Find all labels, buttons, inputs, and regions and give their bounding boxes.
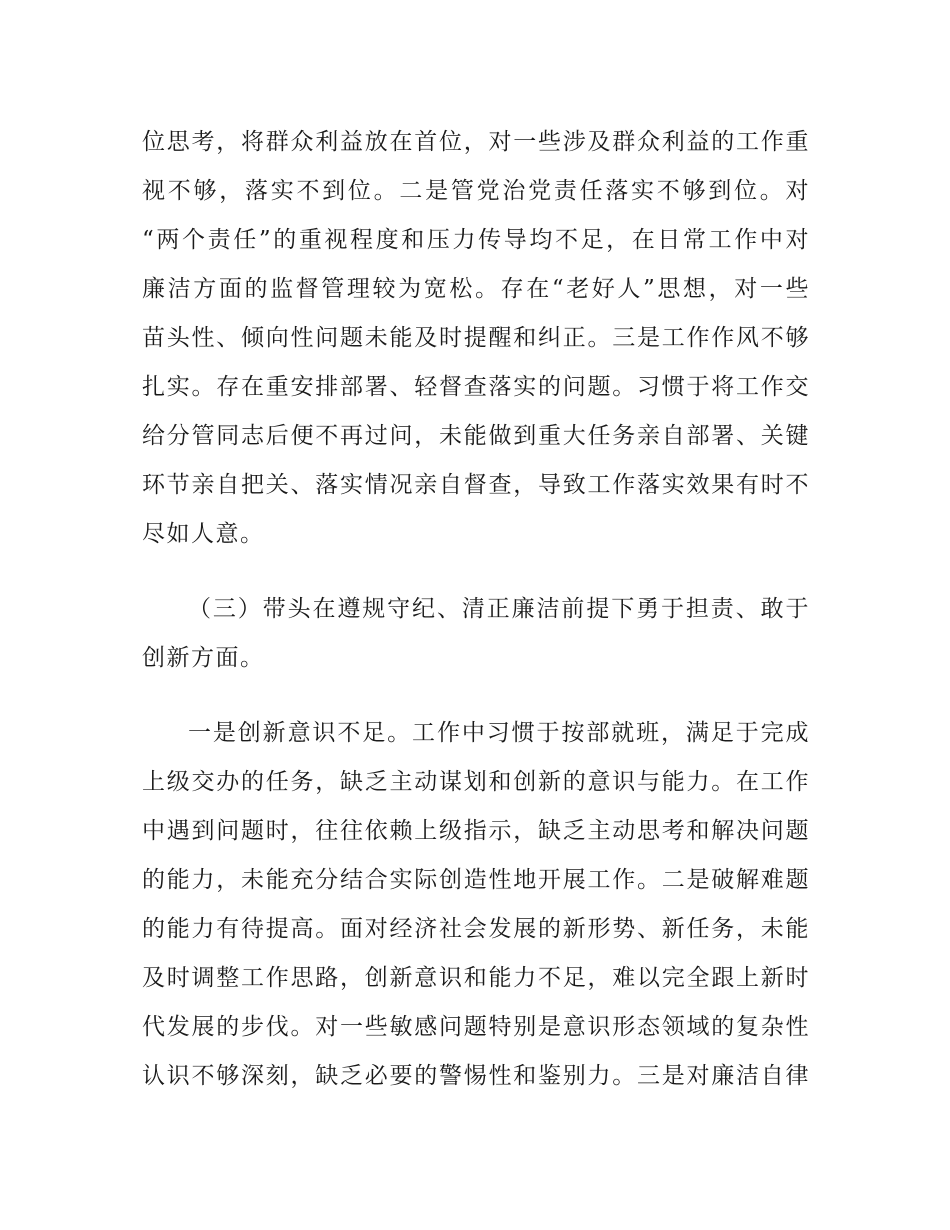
- text-line: “两个责任”的重视程度和压力传导均不足，在日常工作中对: [142, 227, 810, 253]
- text-line: 代发展的步伐。对一些敏感问题特别是意识形态领域的复杂性: [142, 1014, 810, 1040]
- text-line: 环节亲自把关、落实情况亲自督查，导致工作落实效果有时不: [142, 472, 810, 498]
- text-line: 的能力有待提高。面对经济社会发展的新形势、新任务，未能: [142, 916, 810, 942]
- text-line: 上级交办的任务，缺乏主动谋划和创新的意识与能力。在工作: [142, 769, 810, 795]
- paragraph-gap: [142, 559, 810, 585]
- text-line: 认识不够深刻，缺乏必要的警惕性和鉴别力。三是对廉洁自律: [142, 1063, 810, 1089]
- text-line: 廉洁方面的监督管理较为宽松。存在“老好人”思想，对一些: [142, 276, 810, 302]
- paragraph-continuation: [142, 118, 810, 559]
- paragraph: [142, 709, 810, 1101]
- text-line: 给分管同志后便不再过问，未能做到重大任务亲自部署、关键: [142, 423, 810, 449]
- paragraph-gap: [142, 683, 810, 709]
- text-line: 及时调整工作思路，创新意识和能力不足，难以完全跟上新时: [142, 965, 810, 991]
- text-line: 苗头性、倾向性问题未能及时提醒和纠正。三是工作作风不够: [142, 325, 810, 351]
- text-line: 一是创新意识不足。工作中习惯于按部就班，满足于完成: [188, 720, 810, 746]
- text-line: 尽如人意。: [142, 521, 265, 547]
- text-line: 视不够，落实不到位。二是管党治党责任落实不够到位。对: [142, 178, 810, 204]
- heading-line: 创新方面。: [142, 645, 265, 671]
- text-line: 扎实。存在重安排部署、轻督查落实的问题。习惯于将工作交: [142, 374, 810, 400]
- text-line: 的能力，未能充分结合实际创造性地开展工作。二是破解难题: [142, 867, 810, 893]
- text-line: 位思考，将群众利益放在首位，对一些涉及群众利益的工作重: [142, 129, 810, 155]
- section-heading: [142, 585, 810, 683]
- document-body: [142, 118, 810, 1101]
- text-line: 中遇到问题时，往往依赖上级指示，缺乏主动思考和解决问题: [142, 818, 810, 844]
- heading-line: （三）带头在遵规守纪、清正廉洁前提下勇于担责、敢于: [188, 596, 810, 622]
